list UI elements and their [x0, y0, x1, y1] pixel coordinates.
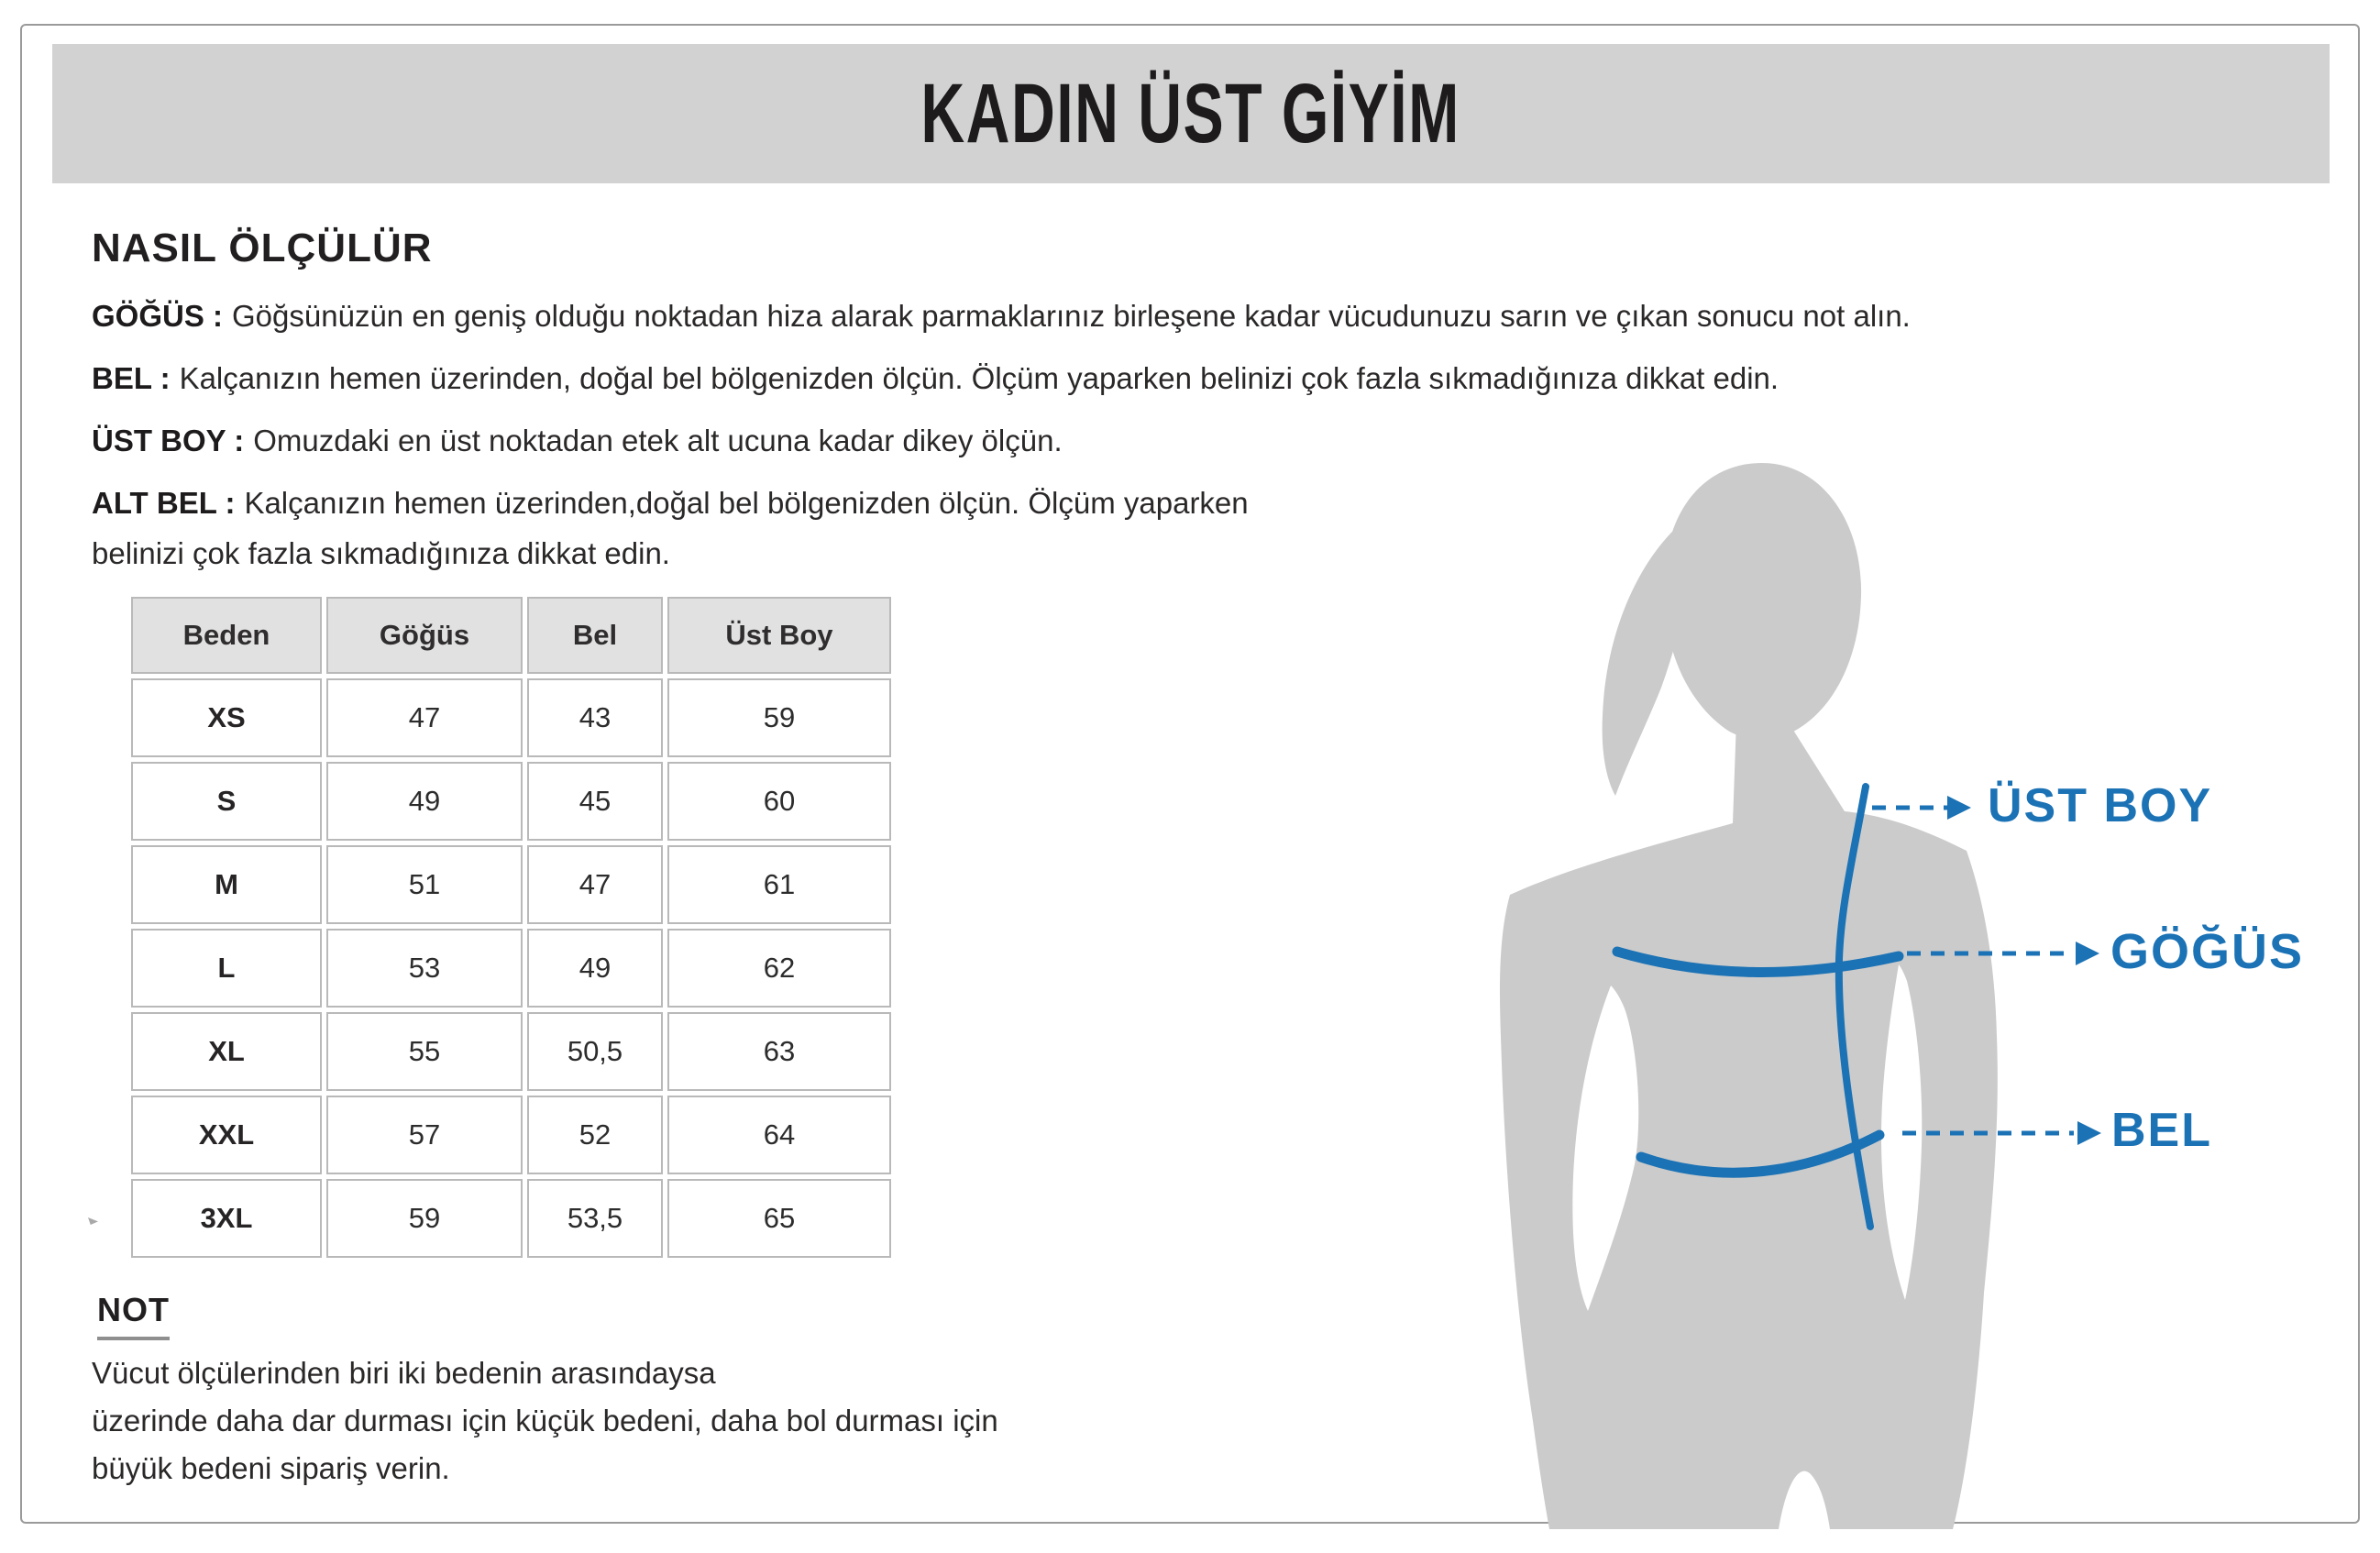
value-cell: 50,5	[527, 1012, 663, 1091]
table-row	[131, 678, 891, 757]
value-cell: 59	[326, 1179, 523, 1258]
value-cell: 60	[667, 762, 891, 841]
label-gogus: GÖĞÜS	[2110, 924, 2305, 979]
value-cell: 49	[326, 762, 523, 841]
measure-item-length	[92, 424, 1063, 458]
size-cell: M	[131, 845, 322, 924]
value-cell: 61	[667, 845, 891, 924]
measure-text: Göğsünüzün en geniş olduğu noktadan hiza alarak parmaklarınız birleşene kadar vücudunuzu sarın ve çıkan sonucu not alın.	[232, 299, 1911, 333]
measure-label: ALT BEL :	[92, 486, 236, 520]
measure-line-2: belinizi çok fazla sıkmadığınıza dikkat edin.	[92, 536, 670, 570]
measure-text: Kalçanızın hemen üzerinden, doğal bel bölgenizden ölçün. Ölçüm yaparken belinizi çok fazla sıkmadığınıza dikkat edin.	[179, 361, 1779, 395]
silhouette-torso	[1500, 720, 1998, 1529]
column-header-beden: Beden	[131, 597, 322, 674]
size-cell: S	[131, 762, 322, 841]
page-title: KADIN ÜST GİYİM	[920, 66, 1461, 160]
measure-label: ÜST BOY :	[92, 424, 245, 457]
title-bar	[52, 44, 2330, 183]
note-title: NOT	[97, 1291, 170, 1340]
silhouette-head	[1664, 463, 1861, 739]
value-cell: 53	[326, 929, 523, 1008]
gogus-arrowhead-icon	[2076, 942, 2099, 965]
size-cell: L	[131, 929, 322, 1008]
how-to-measure-title: NASIL ÖLÇÜLÜR	[92, 226, 433, 270]
measure-item-lower-waist	[92, 486, 1249, 571]
size-table	[127, 592, 896, 1262]
label-ust-boy: ÜST BOY	[1988, 779, 2213, 832]
value-cell: 65	[667, 1179, 891, 1258]
table-row	[131, 1096, 891, 1174]
measure-line-1	[92, 486, 1249, 521]
size-cell: XXL	[131, 1096, 322, 1174]
value-cell: 52	[527, 1096, 663, 1174]
table-row	[131, 1012, 891, 1091]
ust-boy-arrowhead-icon	[1947, 796, 1971, 820]
table-row	[131, 762, 891, 841]
size-cell: XS	[131, 678, 322, 757]
measure-label: GÖĞÜS :	[92, 299, 224, 333]
note-text-line: Vücut ölçülerinden biri iki bedenin arasındaysa	[92, 1356, 716, 1390]
column-header-gogus: Göğüs	[326, 597, 523, 674]
value-cell: 51	[326, 845, 523, 924]
size-cell: 3XL	[131, 1179, 322, 1258]
measure-text: Kalçanızın hemen üzerinden,doğal bel bölgenizden ölçün. Ölçüm yaparken	[244, 486, 1249, 520]
body-silhouette	[1500, 463, 1998, 1529]
value-cell: 55	[326, 1012, 523, 1091]
note-text-line: üzerinde daha dar durması için küçük bedeni, daha bol durması için	[92, 1404, 998, 1437]
measure-item-waist	[92, 361, 1779, 396]
value-cell: 43	[527, 678, 663, 757]
table-row	[131, 1179, 891, 1258]
size-cell: XL	[131, 1012, 322, 1091]
bel-arrowhead-icon	[2077, 1121, 2101, 1145]
value-cell: 63	[667, 1012, 891, 1091]
note-text-line: büyük bedeni sipariş verin.	[92, 1451, 450, 1485]
value-cell: 47	[326, 678, 523, 757]
note-text	[92, 1349, 998, 1492]
table-row	[131, 929, 891, 1008]
value-cell: 57	[326, 1096, 523, 1174]
value-cell: 62	[667, 929, 891, 1008]
measure-label: BEL :	[92, 361, 171, 395]
measure-text: Omuzdaki en üst noktadan etek alt ucuna kadar dikey ölçün.	[253, 424, 1063, 457]
label-bel: BEL	[2111, 1104, 2212, 1157]
value-cell: 45	[527, 762, 663, 841]
measurement-diagram	[1467, 449, 2365, 1531]
value-cell: 47	[527, 845, 663, 924]
column-header-ust-boy: Üst Boy	[667, 597, 891, 674]
table-row	[131, 845, 891, 924]
value-cell: 49	[527, 929, 663, 1008]
column-header-bel: Bel	[527, 597, 663, 674]
measure-item-chest	[92, 299, 1911, 334]
value-cell: 64	[667, 1096, 891, 1174]
value-cell: 59	[667, 678, 891, 757]
value-cell: 53,5	[527, 1179, 663, 1258]
table-header-row	[131, 597, 891, 674]
